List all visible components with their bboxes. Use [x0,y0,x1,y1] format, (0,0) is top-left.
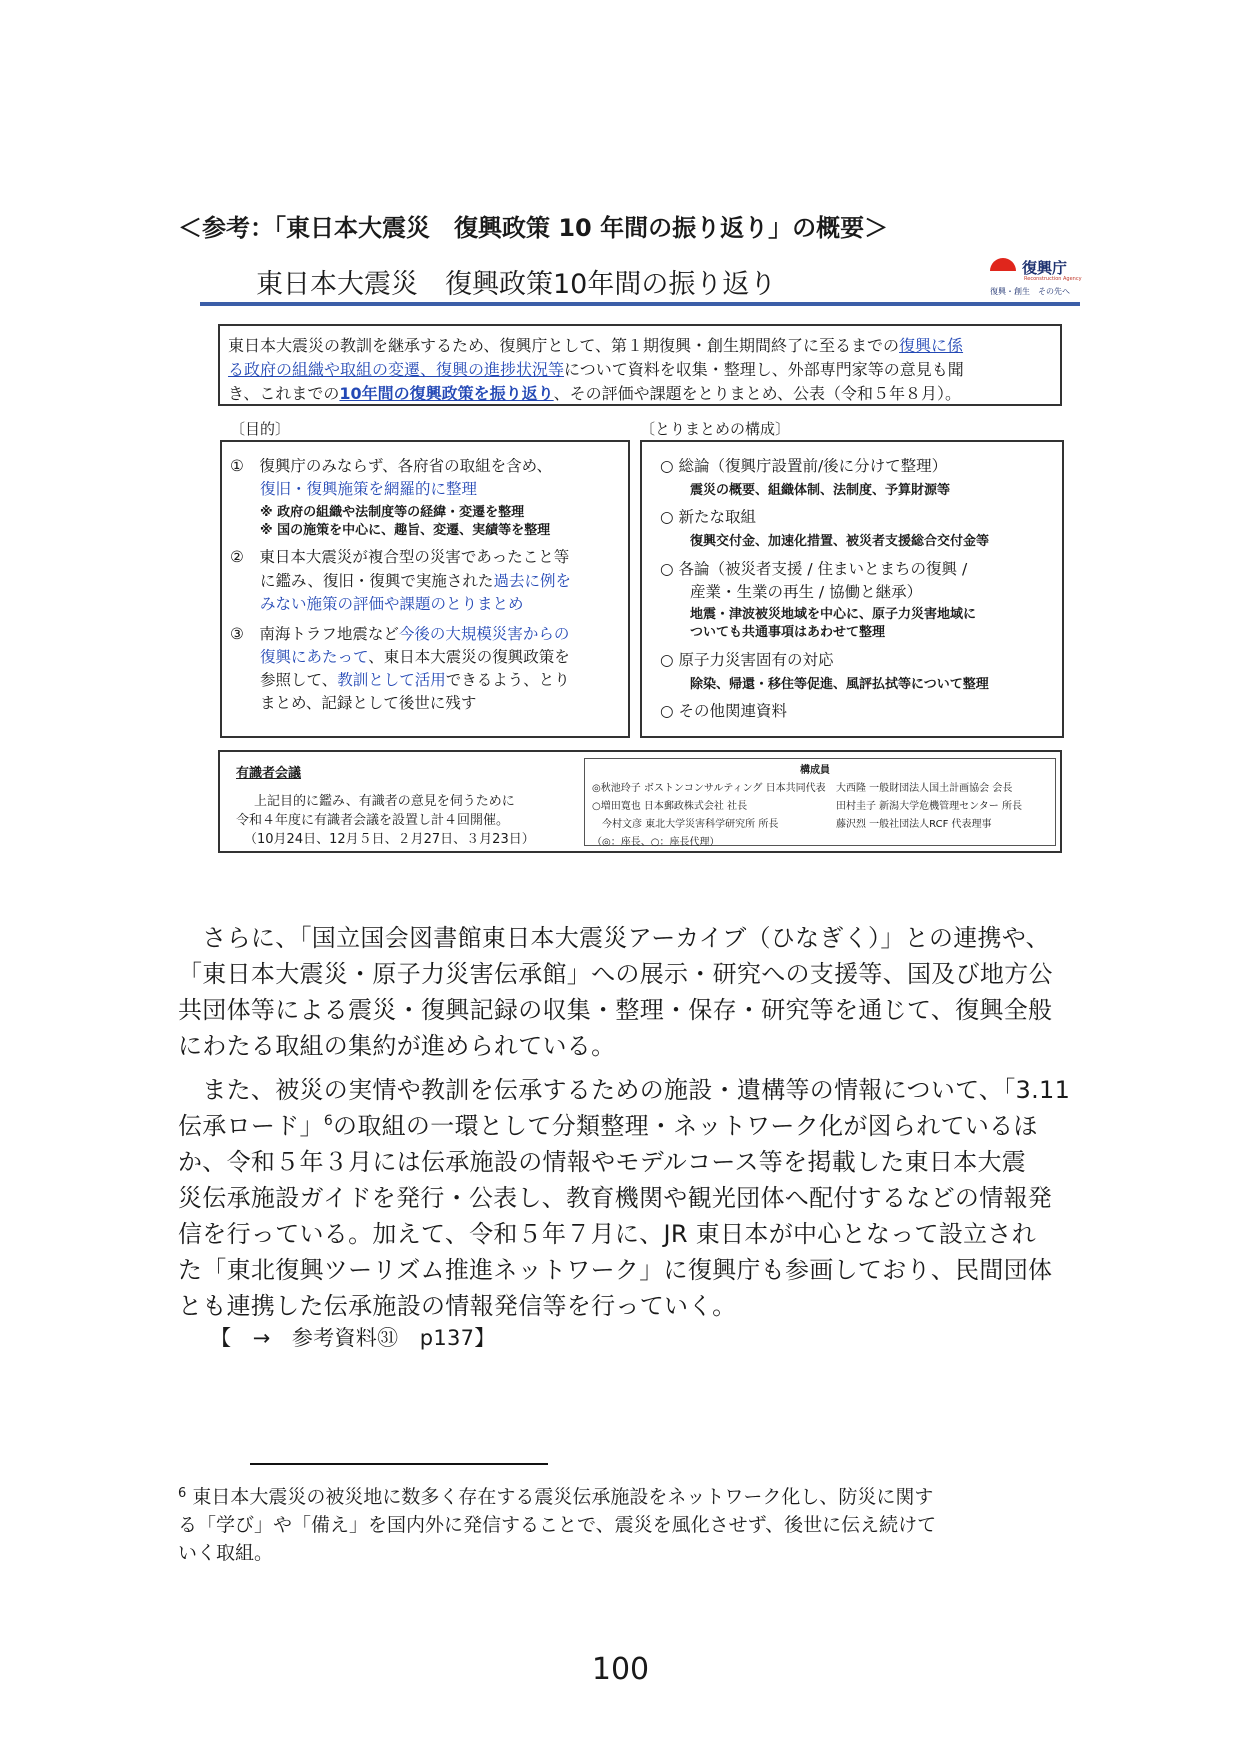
reference-link: 【 → 参考資料㉛ p137】 [178,1326,496,1350]
purpose-highlight: 今後の大規模災害からの [398,625,570,643]
intro-highlight: 復興に係 [899,336,964,355]
intro-line-3 [228,381,961,404]
structure-item: ○ 総論（復興庁設置前/後に分けて整理） [660,457,948,475]
body-line: 共団体等による震災・復興記録の収集・整理・保存・研究等を通じて、復興全般 [178,996,1053,1024]
footnote-line: いく取組。 [178,1542,274,1564]
body-line: さらに、「国立国会図書館東日本大震災アーカイブ（ひなぎく）」との連携や、 [178,924,1050,952]
logo-tagline: 復興・創生 その先へ [990,287,1070,296]
footnote-rule [250,1463,548,1465]
purpose-note: ※ 政府の組織や法制度等の経緯・変遷を整理 [260,505,525,520]
slide-title-rule [200,302,1080,306]
member: 今村文彦 東北大学災害科学研究所 所長 [602,819,779,830]
body-line: か、令和５年３月には伝承施設の情報やモデルコース等を掲載した東日本大震 [178,1148,1027,1176]
footnote-line [178,1482,933,1509]
body-line: 信を行っている。加えて、令和５年７月に、JR 東日本が中心となって設立され [178,1220,1036,1248]
structure-item: ○ その他関連資料 [660,702,787,720]
intro-line-2 [228,357,964,380]
purpose-highlight: 教訓として活用 [337,671,446,689]
body-line: また、被災の実情や教訓を伝承するための施設・遺構等の情報について、「3.11 [178,1076,1071,1104]
purpose-item-2: ② 東日本大震災が複合型の災害であったこと等 [230,548,570,566]
intro-highlight: る政府の組織や取組の変遷、復興の進捗状況等 [228,360,565,379]
purpose-highlight: 復興にあたって [260,648,369,666]
body-text: の取組の一環として分類整理・ネットワーク化が図られているほ [333,1112,1038,1140]
purpose-item-3 [230,622,569,644]
body-line: た「東北復興ツーリズム推進ネットワーク」に復興庁も参画しており、民間団体 [178,1256,1053,1284]
footnote-ref[interactable]: 6 [323,1113,334,1129]
body-line: 「東日本大震災・原子力災害伝承館」への展示・研究への支援等、国及び地方公 [178,960,1053,988]
council-text: 令和４年度に有識者会議を設置し計４回開催。 [236,813,510,828]
member: 藤沢烈 一般社団法人RCF 代表理事 [836,819,992,830]
member: ○増田寛也 日本郵政株式会社 社長 [592,801,748,812]
footnote-line: る「学び」や「備え」を国内外に発信することで、震災を風化させず、後世に伝え続けて [178,1514,937,1536]
purpose-highlight: みない施策の評価や課題 [260,595,431,613]
logo-name: 復興庁 [1022,259,1068,277]
footnote-number: 6 [178,1486,187,1501]
structure-sub: 震災の概要、組織体制、法制度、予算財源等 [690,483,951,498]
purpose-highlight: 過去に例を [493,572,571,590]
footnote-text: 東日本大震災の被災地に数多く存在する震災伝承施設をネットワーク化し、防災に関す [192,1486,934,1508]
council-title: 有識者会議 [236,766,302,781]
purpose-item-3-line [260,645,570,667]
structure-sub: ついても共通事項はあわせて整理 [690,625,886,640]
structure-sub: 除染、帰還・移住等促進、風評払拭等について整理 [690,677,989,692]
purpose-text: ③ 南海トラフ地震など [230,625,399,643]
purpose-text: 、東日本大震災の復興政策を [368,648,570,666]
purpose-text: できるよう、とり [445,671,570,689]
purpose-item-1-highlight: 復旧・復興施策を網羅的に整理 [260,480,478,498]
council-text: （10月24日、12月５日、２月27日、３月23日） [244,832,535,847]
body-line: にわたる取組の集約が進められている。 [178,1032,616,1060]
structure-item-cont: 産業・生業の再生 / 協働と継承） [690,583,923,601]
purpose-label: 〔目的〕 [230,420,291,438]
members-title: 構成員 [800,765,830,776]
intro-highlight: 10年間の復興政策を振り返り [339,384,554,403]
body-line [178,1106,1038,1141]
structure-item: ○ 新たな取組 [660,508,756,526]
member: ◎秋池玲子 ボストンコンサルティング 日本共同代表 [592,783,826,794]
logo-english: Reconstruction Agency [1024,276,1082,282]
intro-text: について資料を収集・整理し、外部専門家等の意見も聞 [564,360,964,379]
purpose-text: 参照して、 [260,671,338,689]
intro-text: 、その評価や課題をとりまとめ、公表（令和５年８月）。 [553,384,962,403]
structure-sub: 地震・津波被災地域を中心に、原子力災害地域に [690,607,977,622]
slide-title: 東日本大震災 復興政策10年間の振り返り [256,269,777,300]
structure-item: ○ 原子力災害固有の対応 [660,651,834,669]
members-note: （◎：座長、○：座長代理） [592,837,720,848]
page-number: 100 [591,1652,650,1687]
member: 大西隆 一般財団法人国土計画協会 会長 [836,783,1013,794]
intro-line-1 [228,333,963,356]
member: 田村圭子 新潟大学危機管理センター 所長 [836,801,1022,812]
purpose-text: に鑑み、復旧・復興で実施された [260,572,494,590]
body-text: 伝承ロード」 [178,1112,324,1140]
intro-text: き、これまでの [228,384,340,403]
reference-title: ＜参考：「東日本大震災 復興政策 10 年間の振り返り」の概要＞ [178,214,889,242]
purpose-item-2-line [260,592,524,614]
structure-sub: 復興交付金、加速化措置、被災者支援総合交付金等 [690,534,990,549]
purpose-item-2-line [260,569,571,591]
purpose-highlight: のとりまとめ [430,595,524,613]
purpose-item-3-line: まとめ、記録として後世に残す [260,694,477,712]
council-text: 上記目的に鑑み、有識者の意見を伺うために [254,794,515,809]
purpose-note: ※ 国の施策を中心に、趣旨、変遷、実績等を整理 [260,523,551,538]
body-line: とも連携した伝承施設の情報発信等を行っていく。 [178,1292,737,1320]
intro-text: 東日本大震災の教訓を継承するため、復興庁として、第１期復興・創生期間終了に至るまでの [228,336,900,355]
purpose-item-1: ① 復興庁のみならず、各府省の取組を含め、 [230,457,553,475]
structure-item: ○ 各論（被災者支援 / 住まいとまちの復興 / [660,560,968,578]
purpose-item-3-line [260,668,570,690]
structure-label: 〔とりまとめの構成〕 [640,420,791,438]
body-line: 災伝承施設ガイドを発行・公表し、教育機関や観光団体へ配付するなどの情報発 [178,1184,1053,1212]
